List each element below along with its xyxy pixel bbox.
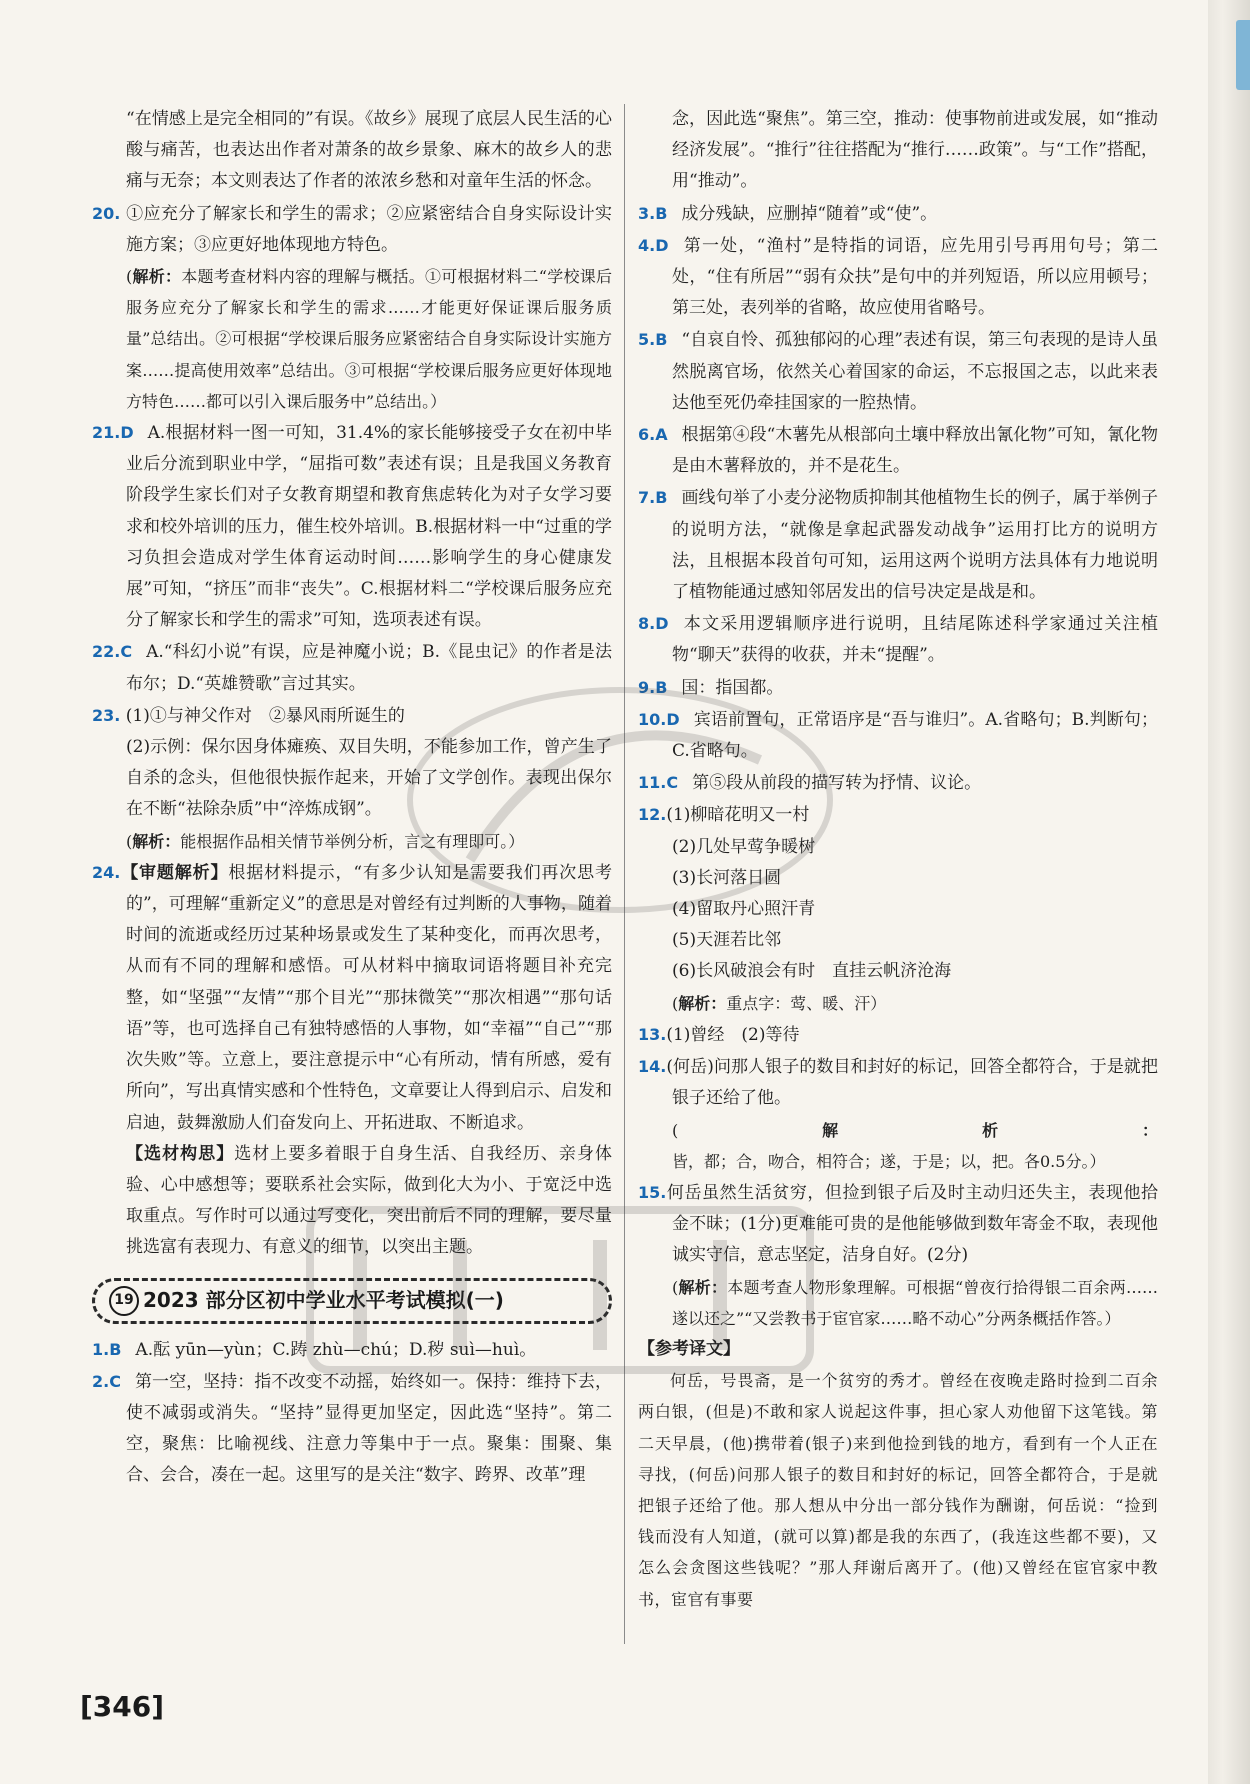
r13-text: (1)曾经 (2)等待	[666, 1024, 800, 1045]
page-edge	[1208, 0, 1250, 1784]
q22-text: A.“科幻小说”有误，应是神魔小说；B.《昆虫记》的作者是法布尔；D.“英雄赞歌”言过其实。	[126, 642, 612, 694]
r11-answer: C	[666, 773, 679, 793]
r14-note-label: 解析：	[678, 1120, 1158, 1140]
r8-answer: D	[655, 614, 669, 634]
r12-item-1: (1)柳暗花明又一村	[666, 805, 810, 826]
r4-answer: D	[655, 235, 669, 255]
q22-number: 22.	[92, 642, 121, 662]
r15-note-text: 本题考查人物形象理解。可根据“曾夜行拾得银二百余两……遂以还之”“又尝教书于宦官家……略不动心”分两条概括作答。）	[672, 1277, 1158, 1328]
q21-text: A.根据材料一图一可知，31.4%的家长能够接受子女在初中毕业后分流到职业中学，“屈指可数”表述有误；且是我国义务教育阶段学生家长们对子女教育期望和教育焦虑转化为对子女学习要求和校外培训的压力，催生校外培训。B.根据材料一中“过重的学习负担会造成对学生体育运动时间……影响学生的身心健康发展”可知，“挤压”而非“丧失”。C.根据材料二“学校课后服务应充分了解家长和学生的需求”可知，选项表述有误。	[126, 423, 612, 631]
r2-continuation: 念，因此选“聚焦”。第三空，推动：使事物前进或发展，如“推动经济发展”。“推行”往往搭配为“推行……政策”。与“工作”搭配，用“推动”。	[672, 109, 1158, 192]
q23-line1: (1)①与神父作对 ②暴风雨所诞生的	[125, 705, 405, 726]
q20-note-label: 解析：	[132, 267, 182, 287]
r12-item-6: (6)长风破浪会有时 直挂云帆济沧海	[672, 961, 952, 982]
q21	[92, 417, 612, 636]
section-number-circle: 19	[109, 1286, 139, 1316]
s2-number: 2.	[92, 1371, 110, 1391]
q20	[92, 198, 612, 261]
r6	[638, 419, 1158, 482]
r14-number: 14.	[638, 1057, 667, 1077]
page-number-value: 346	[92, 1690, 152, 1723]
r15-note: (解析：本题考查人物形象理解。可根据“曾夜行拾得银二百余两……遂以还之”“又尝教书于宦官家……略不动心”分两条概括作答。）	[672, 1277, 1158, 1328]
section-title: 2023 部分区初中学业水平考试模拟(一)	[143, 1287, 504, 1312]
r8	[638, 608, 1158, 671]
page-edge-tab	[1236, 20, 1250, 90]
r10-text: 宾语前置句，正常语序是“吾与谁归”。A.省略句；B.判断句；C.省略句。	[672, 709, 1158, 762]
q23-number: 23.	[92, 705, 121, 725]
r14-note: (解析：皆，都；合，吻合，相符合；遂，于是；以，把。各0.5分。）	[672, 1120, 1158, 1171]
r15-number: 15.	[638, 1182, 667, 1202]
r11	[638, 767, 1158, 799]
q23-note-label: 解析：	[132, 831, 181, 851]
r10-answer: D	[666, 709, 680, 729]
q24-material	[92, 1139, 612, 1264]
q21-number: 21.	[92, 423, 121, 443]
r6-number: 6.	[638, 425, 656, 445]
reference-translation-tag: 【参考译文】	[638, 1338, 740, 1359]
q24	[92, 857, 612, 1139]
r3-number: 3.	[638, 203, 656, 223]
q20-number: 20.	[92, 203, 121, 223]
r15-note-label: 解析：	[678, 1277, 728, 1297]
r9-text: 国：指国都。	[681, 677, 784, 698]
r12-item-3: (3)长河落日圆	[672, 867, 782, 888]
r9-number: 9.	[638, 677, 656, 697]
section-banner	[92, 1278, 612, 1324]
q23-line2: (2)示例：保尔因身体瘫痪、双目失明，不能参加工作，曾产生了自杀的念头，但他很快振作起来，开始了文学创作。表现出保尔在不断“祛除杂质”中“淬炼成钢”。	[126, 737, 612, 820]
r8-text: 本文采用逻辑顺序进行说明，且结尾陈述科学家通过关注植物“聊天”获得的收获，并未“提醒”。	[672, 614, 1158, 666]
r12-note: (解析：重点字：莺、暖、汗）	[672, 993, 887, 1013]
r7	[638, 482, 1158, 608]
r10	[638, 704, 1158, 767]
right-column	[638, 104, 1158, 1615]
q23	[92, 700, 612, 732]
r5-text: “自哀自怜、孤独郁闷的心理”表述有误，第三句表现的是诗人虽然脱离官场，依然关心着国家的命运，不忘报国之志，以此来表达他至死仍牵挂国家的一腔热情。	[672, 330, 1158, 413]
q21-answer: D	[120, 423, 134, 443]
q24-tag-material: 【选材构思】	[126, 1143, 235, 1164]
r15-text: 何岳虽然生活贫穷，但捡到银子后及时主动归还失主，表现他拾金不昧；(1分)更难能可贵的是他能够做到数年寄金不取，表现他诚实守信，意志坚定，洁身自好。(2分)	[666, 1182, 1158, 1266]
r6-answer: A	[655, 425, 668, 445]
r12-item-2: (2)几处早莺争暖树	[672, 836, 816, 857]
r12	[638, 799, 1158, 831]
r3-answer: B	[655, 203, 668, 223]
r7-number: 7.	[638, 488, 656, 508]
r15	[638, 1177, 1158, 1272]
intro-paragraph: “在情感上是完全相同的”有误。《故乡》展现了底层人民生活的心酸与痛苦，也表达出作者对萧条的故乡景象、麻木的故乡人的悲痛与无奈；本文则表达了作者的浓浓乡愁和对童年生活的怀念。	[126, 109, 612, 192]
r9	[638, 672, 1158, 704]
r12-note-text: 重点字：莺、暖、汗）	[726, 993, 887, 1013]
reference-translation-text: 何岳，号畏斋，是一个贫穷的秀才。曾经在夜晚走路时捡到二百余两白银，(但是)不敢和家人说起这件事，担心家人劝他留下这笔钱。第二天早晨，(他)携带着(银子)来到他捡到钱的地方，看到有一个人正在寻找，(何岳)问那人银子的数目和封好的标记，回答全都符合，于是就把银子还给了他。那人想从中分出一部分钱作为酬谢，何岳说：“捡到钱而没有人知道，(就可以算)都是我的东西了，(我连这些都不要)，又怎么会贪图这些钱呢？”那人拜谢后离开了。(他)又曾经在宦官家中教书，宦官有事要	[638, 1371, 1158, 1609]
q24-number: 24.	[92, 862, 121, 882]
s1	[92, 1334, 612, 1366]
s1-number: 1.	[92, 1339, 110, 1359]
r14	[638, 1051, 1158, 1114]
r7-text: 画线句举了小麦分泌物质抑制其他植物生长的例子，属于举例子的说明方法，“就像是拿起武器发动战争”运用打比方的说明方法，且根据本段首句可知，运用这两个说明方法具体有力地说明了植物能通过感知邻居发出的信号决定是战是和。	[672, 488, 1158, 603]
r3	[638, 198, 1158, 230]
r9-answer: B	[655, 677, 668, 697]
r13	[638, 1019, 1158, 1051]
r5-answer: B	[655, 330, 668, 350]
r13-number: 13.	[638, 1024, 667, 1044]
r4-number: 4.	[638, 235, 656, 255]
r12-note-label: 解析：	[678, 993, 727, 1013]
r14-note-text: 皆，都；合，吻合，相符合；遂，于是；以，把。各0.5分。）	[672, 1151, 1106, 1171]
q23-note-text: 能根据作品相关情节举例分析，言之有理即可。）	[180, 831, 525, 851]
r5-number: 5.	[638, 330, 656, 350]
q24-text-analysis: 根据材料提示，“有多少认知是需要我们再次思考的”，可理解“重新定义”的意思是对曾经有过判断的人事物，随着时间的流逝或经历过某种场景或发生了某种变化，而再次思考，从而有不同的理解和感悟。可从材料中摘取词语将题目补充完整，如“坚强”“友情”“那个目光”“那抹微笑”“那次相遇”“那句话语”等，也可选择自己有独特感悟的人事物，如“幸福”“自己”“那次失败”等。立意上，要注意提示中“心有所动，情有所感，爱有所向”，写出真情实感和个性特色，文章要让人得到启示、启发和启迪，鼓舞激励人们奋发向上、开拓进取、不断追求。	[126, 862, 612, 1133]
q20-text: ①应充分了解家长和学生的需求；②应紧密结合自身实际设计实施方案；③应更好地体现地方特色。	[126, 203, 613, 255]
r12-item-4: (4)留取丹心照汗青	[672, 899, 816, 920]
r4	[638, 230, 1158, 325]
r8-number: 8.	[638, 614, 656, 634]
s2	[92, 1366, 612, 1492]
r3-text: 成分残缺，应删掉“随着”或“使”。	[681, 203, 938, 224]
r12-number: 12.	[638, 805, 667, 825]
r5	[638, 324, 1158, 419]
r11-text: 第⑤段从前段的描写转为抒情、议论。	[692, 773, 982, 794]
left-column	[92, 104, 612, 1492]
r14-text: (何岳)问那人银子的数目和封好的标记，回答全都符合，于是就把银子还给了他。	[666, 1057, 1158, 1109]
s2-text: 第一空，坚持：指不改变不动摇，始终如一。保持：维持下去，使不减弱或消失。“坚持”显得更加坚定，因此选“坚持”。第二空，聚焦：比喻视线、注意力等集中于一点。聚集：围聚、集合、会合，凑在一起。这里写的是关注“数字、跨界、改革”理	[126, 1371, 612, 1486]
q20-note-text: 本题考查材料内容的理解与概括。①可根据材料二“学校课后服务应充分了解家长和学生的需求……才能更好保证课后服务质量”总结出。②可根据“学校课后服务应紧密结合自身实际设计实施方案……提高使用效率”总结出。③可根据“学校课后服务应更好体现地方特色……都可以引入课后服务中”总结出。）	[126, 267, 612, 411]
q22	[92, 636, 612, 699]
q22-answer: C	[120, 642, 133, 662]
r10-number: 10.	[638, 709, 667, 729]
r7-answer: B	[655, 488, 668, 508]
r6-text: 根据第④段“木薯先从根部向土壤中释放出氰化物”可知，氰化物是由木薯释放的，并不是花生。	[672, 425, 1158, 477]
q24-text-material: 选材上要多着眼于自身生活、自我经历、亲身体验、心中感想等；要联系社会实际，做到化大为小、于宽泛中选取重点。写作时可以通过写变化，突出前后不同的理解，要尽量挑选富有表现力、有意义的细节，以突出主题。	[126, 1143, 613, 1258]
column-divider	[624, 104, 625, 1644]
page-number: [346]	[80, 1690, 165, 1723]
q23-note: (解析：能根据作品相关情节举例分析，言之有理即可。）	[126, 831, 525, 851]
s1-text: A.酝 yūn—yùn；C.踌 zhù—chú；D.秽 suì—huì。	[135, 1339, 537, 1360]
r12-item-5: (5)天涯若比邻	[672, 930, 782, 951]
s1-answer: B	[109, 1339, 122, 1359]
r11-number: 11.	[638, 773, 667, 793]
r4-text: 第一处，“渔村”是特指的词语，应先用引号再用句号；第二处，“住有所居”“弱有众扶”是句中的并列短语，所以应用顿号；第三处，表列举的省略，故应使用省略号。	[672, 235, 1158, 319]
q24-tag-analysis: 【审题解析】	[120, 862, 229, 883]
s2-answer: C	[109, 1371, 121, 1391]
q20-note: (解析：本题考查材料内容的理解与概括。①可根据材料二“学校课后服务应充分了解家长和学生的需求……才能更好保证课后服务质量”总结出。②可根据“学校课后服务应紧密结合自身实际设计实施方案……提高使用效率”总结出。③可根据“学校课后服务应更好体现地方特色……都可以引入课后服务中”总结出。）	[126, 267, 612, 411]
